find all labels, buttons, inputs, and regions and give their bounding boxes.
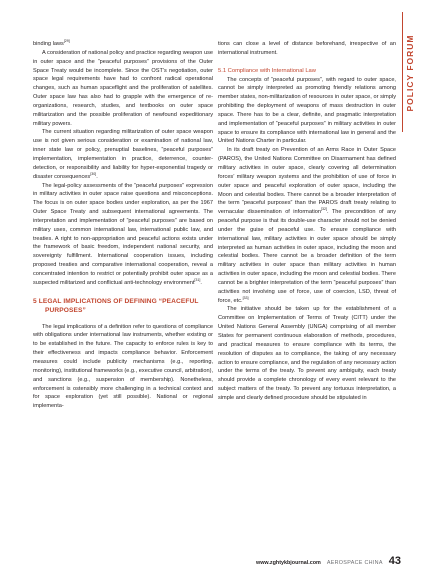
journal-url: www.zghtykbjournal.com (256, 560, 321, 566)
right-column (218, 40, 396, 403)
reference: [29] (63, 39, 70, 44)
sidebar-rule (402, 12, 403, 132)
paragraph: binding laws[29] (33, 39, 70, 47)
page-footer (256, 555, 401, 567)
paragraph: The legal-policy assessments of the “peaceful purposes” expression in military activities in outer space raise questions and misconceptions. The focus is on outer space bodies under exploration, as per the 1967 Outer Space Treaty and subsequent international agreements. The interpretation and implementation of “peaceful purposes” are based on military uses, common international law, international public law, and treaties. A right to non-appropriation and peaceful actions exists under the framework of basic freedom, independent national security, and sovereignty fulfillment. International cooperation issues, including proposed treaties and comparative international cooperation, reveal a concentrated intention to restrict or potentially prohibit outer space as a suspected militarized and conflictual anti-technology environment[31]. (33, 182, 213, 286)
paragraph: In its draft treaty on Prevention of an Arms Race in Outer Space (PAROS), the United Nations Committee on Disarmament has defined military activities in outer space, clearly covering all determination forces’ military weapon systems and the prohibition of use of force in outer space and peaceful exploration of outer space, including the Moon and celestial bodies. There cannot be a broader interpretation of the term “peaceful purposes” than the PAROS draft treaty relating to vernacular dissemination of information[32]. The precondition of any peaceful purpose is that its double-use character should not be denied under the guise of peaceful use. To ensure compliance with international law, military activities in outer space should be simply interpreted as human activities in outer space, including the moon and celestial bodies. There cannot be a broader definition of the term military activities in outer space than military activities in human activities in outer space, including the moon and celestial bodies. There cannot be a brighter interpretation of the term “peaceful purposes” than activities not involving use of force, use of coercion, LSD, threat of force, etc.[33] (218, 147, 396, 304)
reference: [33] (242, 295, 249, 300)
paragraph: The concepts of “peaceful purposes”, with regard to outer space, cannot be simply interpreted as promoting friendly relations among member states, non-militarization of resources in outer space, or simply prohibiting the deployment of weapons of mass destruction in outer space. There has to be a clear, definite, and pragmatic interpretation and implementation of “peaceful purposes” in military activities in outer space to ensure its compliance with international law in general and the United Nations Charter in particular. (218, 76, 396, 145)
paragraph: tions can close a level of distance beforehand, irrespective of an international instrument. (218, 41, 396, 56)
subsection-heading: 5.1 Compliance with International Law (218, 67, 316, 74)
page-number: 43 (388, 555, 401, 567)
paragraph: The legal implications of a definition refer to questions of compliance with obligations under international law instruments, whether existing or to be established in the future. The capacity to enforce rules is key to their effectiveness and impacts compliance behavior. Enforcement measures could include publicity mechanisms (e.g., reporting, monitoring), institutional frameworks (e.g., executive council, arbitration), and sanctions (e.g., suspension of membership). Nonetheless, enforcement is ostensibly more challenging in a technical context and for space exploration (yet still possible). National or regional implementa- (33, 323, 213, 410)
left-column (33, 40, 213, 411)
reference: [30] (90, 171, 97, 176)
reference: [31] (194, 277, 201, 282)
section-heading: 5 LEGAL IMPLICATIONS OF DEFINING “PEACEFUL PURPOSES” (33, 297, 199, 314)
paragraph: The current situation regarding militarization of outer space weapon use is not given serious consideration or examination of national law, inner state law or policy, prenuptial baselines, “peaceful purposes” implementation, implementation in practice, deterrence, counter-detection, or responsibility and liability for hyper-exponential tragedy or disaster consequences[30]. (33, 129, 213, 180)
section-label: POLICY FORUM (405, 34, 415, 112)
paragraph: A consideration of national policy and practice regarding weapon use in outer space and the “peaceful purposes” provisions of the Outer Space Treaty would be incomplete. Since the OST’s negotiation, outer space legal requirements have had to confront radical operational changes, such as human spaceflight and the proliferation of satellites. Outer space law has also had to grapple with the emergence of re-organizations, research, studies, and textbooks on outer space militarization and the possible proliferation of newfound expeditionary military powers. (33, 49, 213, 127)
paragraph: The initiative should be taken up for the establishment of a Committee on Implementation of Terms of Treaty (CITT) under the United Nations General Assembly (UNGA) comprising of all member States for permanent continuous elaboration of methods, procedures, and practical measures to ensure compliance with its terms, the resolution of disputes as to compliance, the taking of any necessary action to ensure compliance, and the regulation of any necessary action under the terms of the treaty. To prevent any ambiguity, each treaty should provide a complete chronology of every event relevant to the subject matters of the treaty. To prevent any tortuous interpretation, a simple and clearly defined procedure should be stipulated in (218, 306, 396, 401)
reference: [32] (320, 207, 327, 212)
journal-name: AEROSPACE CHINA (326, 560, 383, 566)
